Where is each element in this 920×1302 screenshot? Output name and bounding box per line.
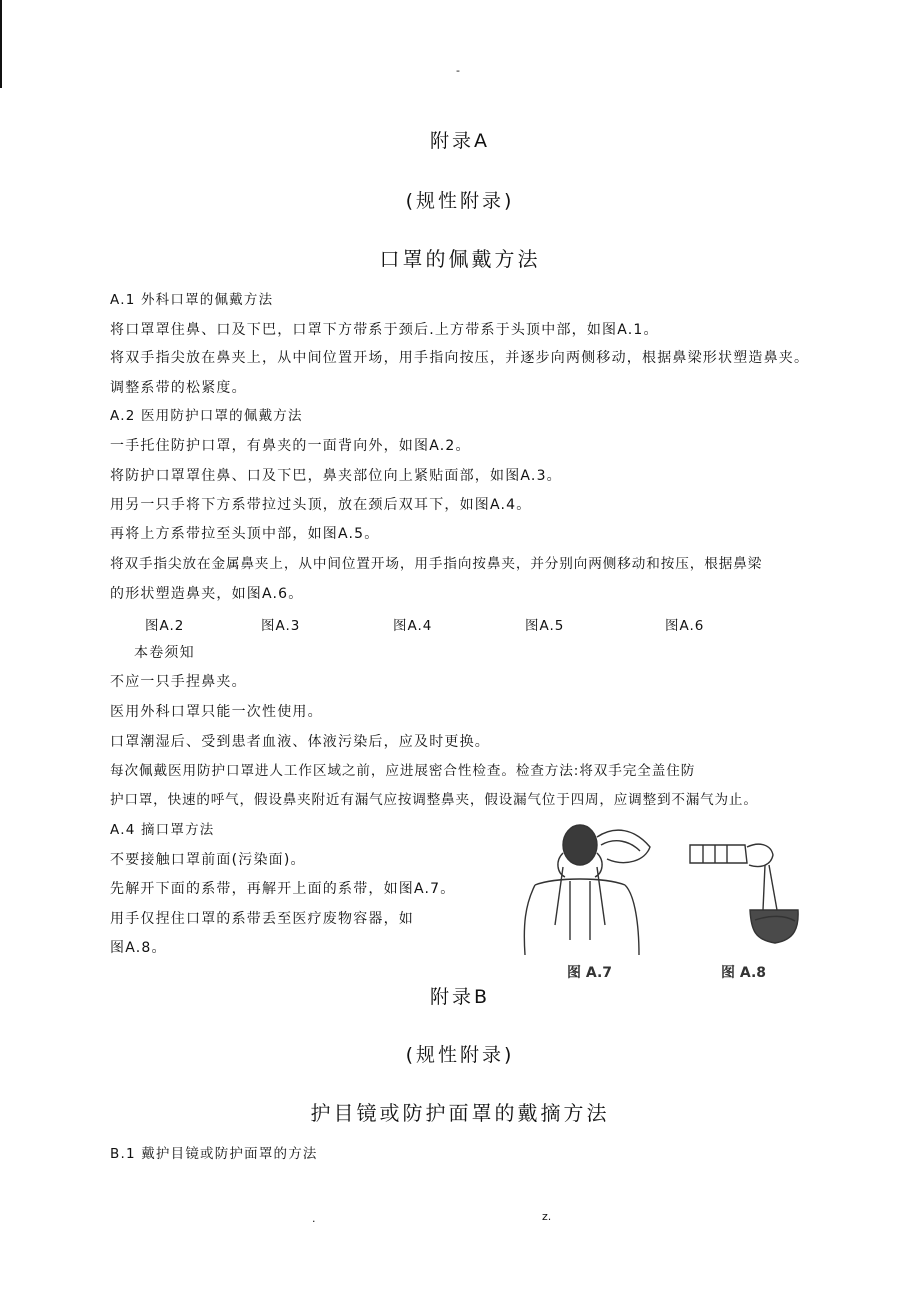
appendix-b-subtitle: (规性附录) xyxy=(405,1044,515,1066)
figure-label-a7: 图 A.7 xyxy=(567,965,613,981)
text-line: 的形状塑造鼻夹，如图A.6。 xyxy=(110,586,304,602)
appendix-b-title: 附录B xyxy=(429,986,491,1008)
text-line: 再将上方系带拉至头顶中部，如图A.5。 xyxy=(110,526,380,542)
mask-removal-illustration xyxy=(515,815,805,985)
page-edge-bar xyxy=(0,0,2,88)
figure-label-a8: 图 A.8 xyxy=(721,965,767,981)
figure-caption-a2: 图A.2 xyxy=(145,618,185,634)
notice-line: 口罩潮湿后、受到患者血液、体液污染后，应及时更换。 xyxy=(110,734,490,750)
figure-caption-a4: 图A.4 xyxy=(393,618,433,634)
section-b1-heading: B.1 戴护目镜或防护面罩的方法 xyxy=(110,1146,318,1162)
text-line: 一手托住防护口罩，有鼻夹的一面背向外，如图A.2。 xyxy=(110,438,471,454)
mask-removal-drawing xyxy=(515,815,805,985)
figure-caption-a3: 图A.3 xyxy=(261,618,301,634)
appendix-a-heading: 口罩的佩戴方法 xyxy=(379,247,541,271)
figure-a7-drawing xyxy=(524,825,650,955)
section-a2-heading: A.2 医用防护口罩的佩戴方法 xyxy=(110,408,303,424)
footer-left-mark: . xyxy=(312,1212,316,1225)
notice-title: 本卷须知 xyxy=(134,645,195,661)
header-mark: - xyxy=(456,64,460,77)
text-line: 将防护口罩罩住鼻、口及下巴，鼻夹部位向上紧贴面部，如图A.3。 xyxy=(110,468,562,484)
notice-line: 护口罩，快速的呼气，假设鼻夹附近有漏气应按调整鼻夹，假设漏气位于四周，应调整到不漏气为止。 xyxy=(110,792,758,808)
appendix-a-subtitle: (规性附录) xyxy=(405,190,515,212)
section-a1-heading: A.1 外科口罩的佩戴方法 xyxy=(110,292,274,308)
removal-line: 不要接触口罩前面(污染面)。 xyxy=(110,852,306,868)
figure-a8-drawing xyxy=(690,844,798,943)
notice-line: 医用外科口罩只能一次性使用。 xyxy=(110,704,323,720)
removal-line: 先解开下面的系带，再解开上面的系带，如图A.7。 xyxy=(110,881,456,897)
figure-caption-a5: 图A.5 xyxy=(525,618,565,634)
notice-line: 每次佩戴医用防护口罩进人工作区域之前，应进展密合性检查。检查方法:将双手完全盖住防 xyxy=(110,763,696,779)
text-line: 将双手指尖放在金属鼻夹上，从中间位置开场，用手指向按鼻夹，并分别向两侧移动和按压，根据鼻梁 xyxy=(110,556,763,572)
text-line: 将口罩罩住鼻、口及下巴，口罩下方带系于颈后.上方带系于头顶中部，如图A.1。 xyxy=(110,322,659,338)
removal-line: 图A.8。 xyxy=(110,940,167,956)
text-line: 用另一只手将下方系带拉过头顶，放在颈后双耳下，如图A.4。 xyxy=(110,497,532,513)
text-line: 将双手指尖放在鼻夹上，从中间位置开场，用手指向按压，并逐步向两侧移动，根据鼻梁形状塑造鼻夹。 xyxy=(110,350,810,366)
footer-right-mark: z. xyxy=(542,1210,552,1223)
notice-line: 不应一只手捏鼻夹。 xyxy=(110,674,247,690)
section-a4-heading: A.4 摘口罩方法 xyxy=(110,822,215,838)
figure-caption-a6: 图A.6 xyxy=(665,618,705,634)
appendix-a-title: 附录A xyxy=(430,130,490,152)
text-line: 调整系带的松紧度。 xyxy=(110,380,247,396)
removal-line: 用手仅捏住口罩的系带丢至医疗废物容器，如 xyxy=(110,911,414,927)
appendix-b-heading: 护目镜或防护面罩的戴摘方法 xyxy=(310,1101,610,1125)
